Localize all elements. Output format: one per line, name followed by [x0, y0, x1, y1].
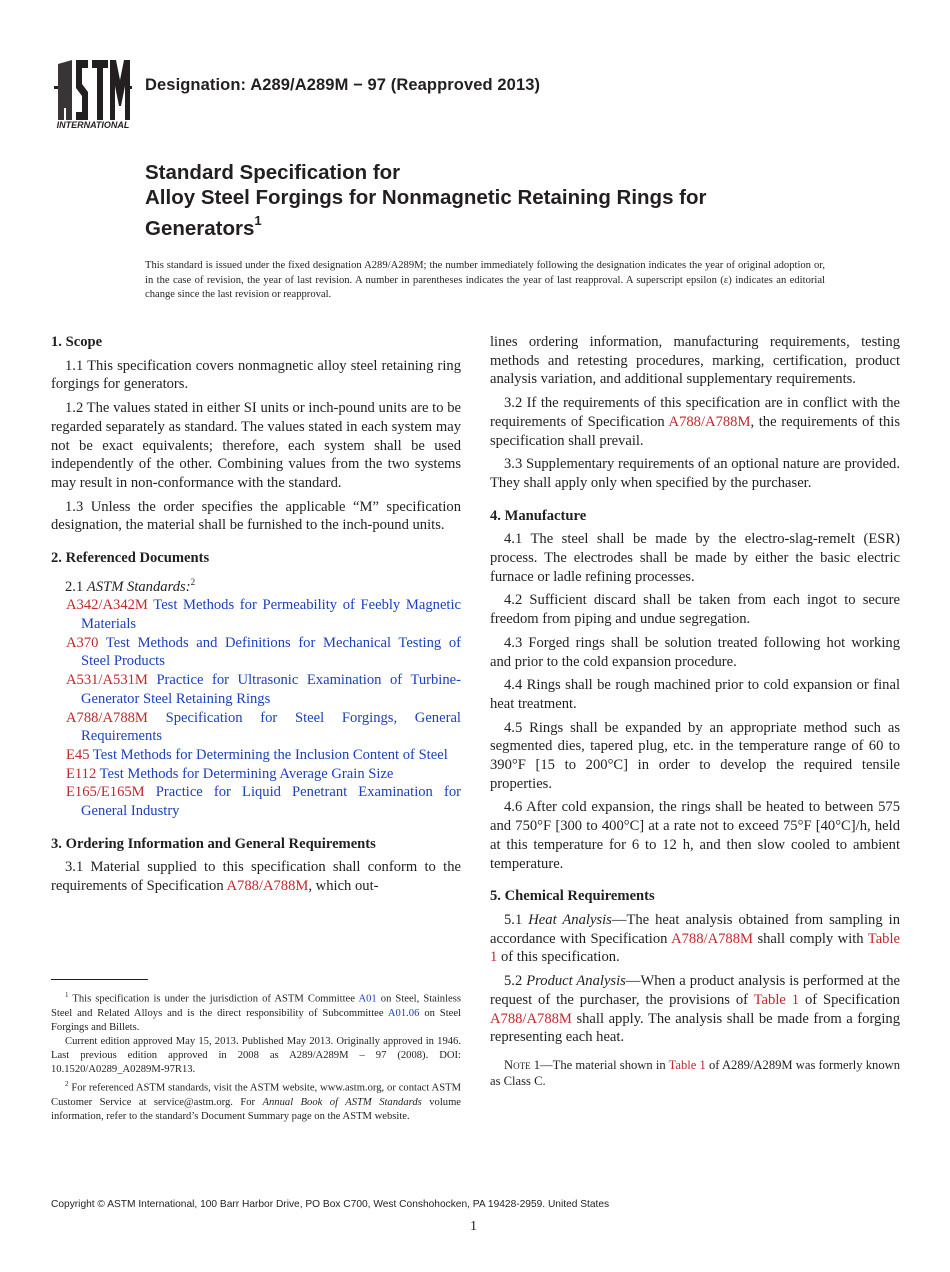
section-heading-referenced-documents: 2. Referenced Documents [51, 550, 210, 567]
link-a788[interactable]: A788/A788M [668, 413, 751, 430]
footnote-2: $^2$ For referenced ASTM standards, visit the ASTM website, www.astm.org, or contact ASTM Customer Service at service@astm.org. For Annual Book of ASTM Standards volume information, refer to the standard’s Document Summary page on the ASTM website. [51, 1080, 462, 1122]
link-a788[interactable]: A788/A788M [671, 930, 753, 947]
reference-item [51, 709, 461, 746]
paragraph-3-1-continued: lines ordering information, manufacturing requirements, testing methods and retesting procedures, marking, certification, product analysis variation, and additional supplementary requirements. [490, 334, 900, 388]
title-line-2: Alloy Steel Forgings for Nonmagnetic Retaining Rings for [145, 186, 707, 209]
paragraph-5-2: 5.2 Product Analysis—When a product analysis is performed at the request of the purchaser, the provisions of Table 1 of Specification A788/A788M shall apply. The analysis shall be made from a forging representing each heat. [490, 973, 900, 1046]
reference-item [51, 596, 461, 633]
paragraph-3-1-start: 3.1 Material supplied to this specification shall conform to the requirements of Specification A788/A788M, which out- [51, 859, 461, 895]
footnote-1: $^1$ This specification is under the jurisdiction of ASTM Committee A01 on Steel, Stainless Steel and Related Alloys and is the direct responsibility of Subcommittee A01.06 on Steel Forgings and Billets. [51, 991, 461, 1033]
paragraph-4-4: 4.4 Rings shall be rough machined prior to cold expansion or final heat treatment. [490, 677, 900, 712]
paragraph-3-3: 3.3 Supplementary requirements of an optional nature are provided. They shall apply only when specified by the purchaser. [490, 456, 900, 491]
paragraph-5-1: 5.1 Heat Analysis—The heat analysis obtained from sampling in accordance with Specification A788/A788M shall comply with Table 1 of this specification. [490, 911, 900, 966]
reference-code-link[interactable]: E112 [66, 765, 97, 782]
footnotes [51, 988, 461, 1124]
link-table-1[interactable]: Table 1 [490, 930, 900, 966]
document-title [145, 160, 865, 241]
reference-title-link[interactable]: Practice for Ultrasonic Examination of Turbine-Generator Steel Retaining Rings [81, 672, 461, 707]
copyright: Copyright © ASTM International, 100 Barr Harbor Drive, PO Box C700, West Conshohocken, PA 19428-2959. United States [51, 1199, 610, 1210]
link-a788[interactable]: A788/A788M [490, 1010, 572, 1027]
paragraph-4-3: 4.3 Forged rings shall be solution treated following hot working and prior to the cold expansion procedure. [490, 634, 900, 670]
footnote-1-edition: Current edition approved May 15, 2013. Published May 2013. Originally approved in 1946. Last previous edition approved in 2008 as A289/A289M – 97 (2008). DOI: 10.1520/A0289_A0289M-97R13. [51, 1035, 461, 1075]
right-column [490, 333, 900, 1090]
section-heading-chemical: 5. Chemical Requirements [490, 888, 655, 905]
paragraph-1-2: 1.2 The values stated in either SI units or inch-pound units are to be regarded separately as standard. The values stated in each system may not be exact equivalents; therefore, each system shall be used independently of the other. Combining values from the two systems may result in non-conformance with the standard. [51, 400, 461, 491]
reference-item [51, 671, 461, 708]
title-footnote-mark: 1 [254, 213, 262, 228]
reference-code-link[interactable]: A370 [66, 634, 99, 651]
section-heading-manufacture: 4. Manufacture [490, 507, 587, 524]
reference-title-link[interactable]: Test Methods and Definitions for Mechanical Testing of Steel Products [81, 634, 461, 670]
paragraph-4-6: 4.6 After cold expansion, the rings shall be heated to between 575 and 750°F [300 to 400°C] at a rate not to exceed 75°F [40°C]/h, held at this temperature for 6 to 12 h, and then slow cooled to ambient temperature. [490, 799, 900, 872]
left-column [51, 333, 461, 896]
link-committee-a01[interactable]: A01 [358, 993, 377, 1005]
link-subcommittee-a0106[interactable]: A01.06 [387, 1007, 420, 1019]
reference-title-link[interactable]: Test Methods for Determining the Inclusion Content of Steel [92, 746, 448, 763]
reference-item [51, 783, 461, 820]
designation: Designation: A289/A289M − 97 (Reapproved 2013) [145, 76, 541, 94]
paragraph-3-2: 3.2 If the requirements of this specification are in conflict with the requirements of Specification A788/A788M, the requirements of this specification shall prevail. [490, 395, 901, 449]
reference-code-link[interactable]: E45 [66, 746, 90, 763]
reference-list [51, 596, 461, 820]
reference-item [51, 746, 461, 765]
astm-international-logo [52, 56, 134, 130]
reference-code-link[interactable]: A342/A342M [66, 597, 148, 614]
paragraph-4-5: 4.5 Rings shall be expanded by an appropriate method such as segmented dies, tapered plug, etc. in the temperature range of 60 to 390°F [15 to 200°C] in order to develop the required tensile properties. [490, 719, 900, 792]
title-line-1: Standard Specification for [145, 161, 401, 184]
paragraph-1-3: 1.3 Unless the order specifies the applicable “M” specification designation, the material shall be furnished to the inch-pound units. [51, 498, 461, 534]
section-heading-scope: 1. Scope [51, 334, 103, 350]
reference-code-link[interactable]: A531/A531M [66, 672, 148, 689]
reference-title-link[interactable]: Practice for Liquid Penetrant Examination for General Industry [81, 784, 461, 820]
title-line-3: Generators$^1$ [145, 213, 262, 240]
paragraph-4-2: 4.2 Sufficient discard shall be taken from each ingot to secure freedom from piping and undue segregation. [490, 592, 900, 628]
logo-wordmark: INTERNATIONAL [56, 120, 130, 130]
reference-title-link[interactable]: Specification for Steel Forgings, General Requirements [81, 709, 461, 745]
reference-title-link[interactable]: Test Methods for Permeability of Feebly Magnetic Materials [81, 597, 462, 632]
reference-code-link[interactable]: A788/A788M [66, 709, 148, 726]
paragraph-1-1: 1.1 This specification covers nonmagnetic alloy steel retaining ring forgings for generators. [51, 357, 461, 393]
link-table-1[interactable]: Table 1 [668, 1057, 706, 1072]
reference-title-link[interactable]: Test Methods for Determining Average Grain Size [99, 765, 394, 782]
link-a788[interactable]: A788/A788M [226, 878, 309, 895]
preamble: This standard is issued under the fixed designation A289/A289M; the number immediately following the designation indicates the year of original adoption or, in the case of revision, the year of last revision. A number in parentheses indicates the year of last reapproval. A superscript epsilon (ε) indicates an editorial change since the last revision or reapproval. [145, 260, 825, 300]
reference-code-link[interactable]: E165/E165M [66, 784, 145, 801]
astm-standards-subheading: 2.1 ASTM Standards:$^2$ [65, 576, 196, 595]
footnote-divider [51, 979, 148, 980]
link-table-1[interactable]: Table 1 [753, 991, 800, 1008]
section-heading-ordering: 3. Ordering Information and General Requirements [51, 835, 376, 852]
reference-item [51, 765, 461, 784]
paragraph-4-1: 4.1 The steel shall be made by the electro-slag-remelt (ESR) process. The electrodes shall be made by either the basic electric furnace or ladle refining processes. [490, 531, 900, 585]
reference-item [51, 634, 461, 671]
note-1: Note 1—The material shown in Table 1 of A289/A289M was formerly known as Class C. [490, 1057, 901, 1089]
page-number: 1 [470, 1219, 477, 1234]
